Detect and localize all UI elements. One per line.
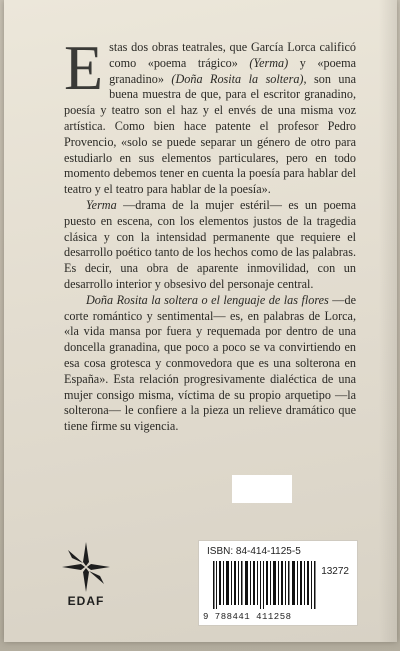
book-back-cover (4, 0, 397, 642)
redaction-patch (232, 475, 292, 503)
edaf-star-icon (62, 542, 110, 592)
drop-cap: E (64, 32, 104, 103)
isbn-text: ISBN: 84-414-1125-5 (207, 546, 301, 557)
p2-text: —drama de la mujer estéril— es un poema puesto en escena, con los elementos justos de la tragedia clásica y con la intensidad permanente que requiere el desarrollo poético tanto de los hechos como de las palabras. Es decir, una obra de aparente inmovilidad, con un desarrollo interior y obsesivo del personaje central. (64, 197, 356, 291)
barcode-label (198, 540, 358, 626)
price-code: 13272 (321, 566, 349, 577)
paragraph-2 (64, 198, 356, 293)
paragraph-1 (64, 32, 356, 198)
p1-title-dona-rosita: (Doña Rosita la soltera) (171, 71, 304, 86)
p3-title: Doña Rosita la soltera o el lenguaje de las flores (86, 292, 329, 307)
paragraph-3 (64, 293, 356, 435)
barcode-bars (213, 561, 318, 609)
p1-text-c: y «poema granadino» (109, 55, 356, 86)
p1-text-a: stas dos obras teatrales, que García Lorca calificó como «poema trágico» (109, 40, 356, 70)
publisher-logo (62, 542, 110, 622)
ean-number: 9 788441 411258 (203, 612, 292, 622)
p2-title: Yerma (86, 197, 117, 212)
synopsis-text (64, 32, 356, 435)
p1-title-yerma: (Yerma) (249, 55, 289, 70)
p1-text-e: , son una buena muestra de que, para el escritor granadino, poesía y teatro son el haz y el envés de una misma voz artística. Como bien hace patente el profesor Pedro Provencio, «solo se puede separar un género de otro para estudiarlo en sus elementos particulares, pero en todo momento debemos tener en cuenta la poesía para hablar del teatro y el teatro para hablar de la poesía». (64, 71, 356, 197)
publisher-name: EDAF (67, 594, 105, 608)
p3-text: —de corte romántico y sentimental— es, en palabras de Lorca, «la vida mansa por fuera y requemada por dentro de una doncella granadina, que poco a poco se va convirtiendo en esa cosa grotesca y conmovedora que es una solterona en España». Esta relación progresivamente dialéctica de una mujer consigo misma, víctima de su propio arquetipo —la solterona— le confiere a la pieza un relieve dramático que tiene firme su vigencia. (64, 292, 356, 434)
